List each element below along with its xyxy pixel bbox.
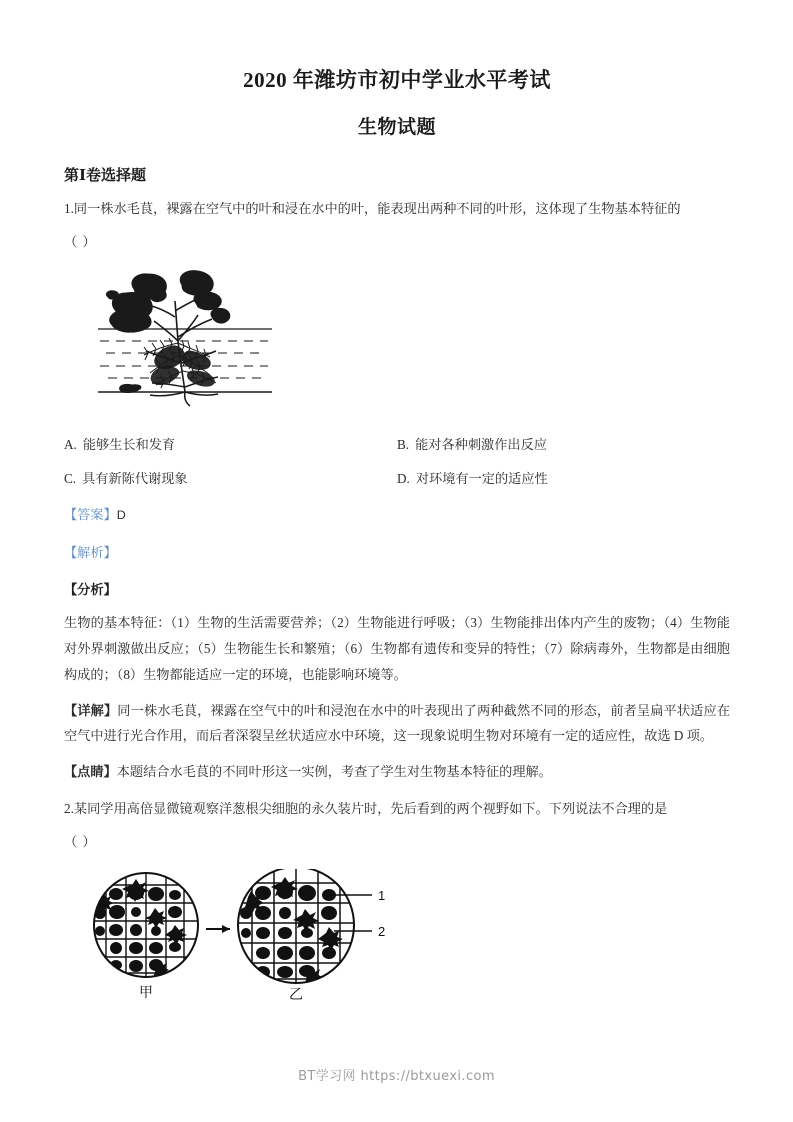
question-2-stem: 2.某同学用高倍显微镜观察洋葱根尖细胞的永久装片时，先后看到的两个视野如下。下列说法不合理的是 (64, 800, 668, 816)
option-c-text: 具有新陈代谢现象 (82, 470, 188, 486)
figure-2-right-caption: 乙 (289, 987, 303, 1003)
question-1-options (64, 435, 730, 489)
option-b-text: 能对各种刺激作出反应 (415, 436, 547, 452)
page-title: 2020 年潍坊市初中学业水平考试 (243, 68, 551, 92)
question-1-answer-blank: （ ） (64, 234, 97, 250)
answer-line (64, 504, 730, 525)
option-d-label: D. (397, 470, 410, 486)
keypoint-paragraph (64, 759, 730, 785)
page-subtitle: 生物试题 (357, 117, 436, 139)
water-crowfoot-illustration (90, 267, 280, 419)
explanation-label: 【解析】 (64, 544, 117, 560)
option-c (64, 469, 397, 489)
option-d (397, 469, 548, 489)
option-b (397, 435, 547, 455)
detail-text: 同一株水毛茛，裸露在空气中的叶和浸泡在水中的叶表现出了两种截然不同的形态，前者呈扁平状适应在空气中进行光合作用，而后者深裂呈丝状适应水中环境，这一现象说明生物对环境有一定的适应性，故选 D 项。 (64, 702, 731, 744)
section-heading: 第Ⅰ卷选择题 (64, 167, 147, 184)
page-content (64, 0, 730, 1009)
option-a (64, 435, 397, 455)
option-c-label: C. (64, 470, 77, 486)
analysis-label: 【分析】 (64, 582, 117, 598)
figure-2-pointer-label-1: 1 (378, 887, 386, 903)
option-a-label: A. (64, 436, 77, 452)
option-a-text: 能够生长和发育 (82, 436, 176, 452)
figure-2-left-caption: 甲 (139, 985, 153, 1001)
question-2-answer-blank: （ ） (64, 834, 97, 850)
footer-watermark: BT学习网 https://btxuexi.com (298, 1069, 495, 1084)
option-row-ab (64, 435, 730, 455)
detail-label: 【详解】 (64, 702, 118, 718)
keypoint-label: 【点睛】 (64, 764, 117, 780)
analysis-text: 生物的基本特征：（1）生物的生活需要营养；（2）生物能进行呼吸；（3）生物能排出体内产生的废物；（4）生物能对外界刺激做出反应；（5）生物能生长和繁殖；（6）生物都有遗传和变异的特性；（7）除病毒外，生物都是由细胞构成的；（8）生物都能适应一定的环境，也能影响环境等。 (64, 615, 730, 682)
onion-root-tip-microscope-fields (78, 869, 478, 1009)
option-b-label: B. (397, 436, 410, 452)
option-row-cd (64, 469, 730, 489)
figure-2-pointer-label-2: 2 (378, 923, 386, 939)
keypoint-text: 本题结合水毛茛的不同叶形这一实例，考查了学生对生物基本特征的理解。 (116, 764, 552, 780)
question-1-stem: 1.同一株水毛茛，裸露在空气中的叶和浸在水中的叶，能表现出两种不同的叶形，这体现了生物基本特征的 (64, 200, 681, 216)
detail-paragraph (64, 698, 730, 749)
answer-label: 【答案】 (64, 507, 117, 523)
answer-value: D (116, 508, 126, 523)
option-d-text: 对环境有一定的适应性 (415, 470, 548, 486)
